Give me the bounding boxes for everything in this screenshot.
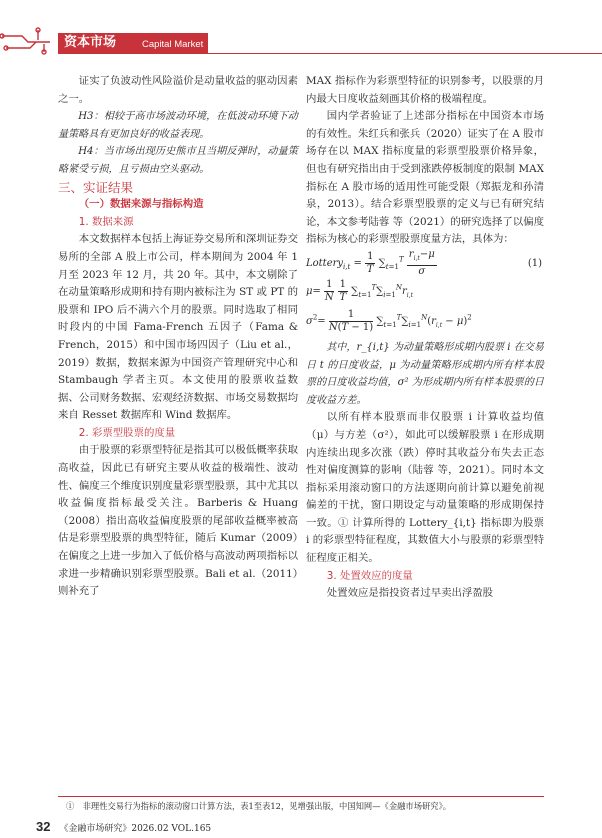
equation-number: (1) [527, 257, 542, 269]
subsection-heading: （一）数据来源与指标构造 [78, 198, 204, 211]
subsubsection-heading: 1. 数据来源 [78, 215, 134, 228]
equation-lottery: Lottery$_{i,t}$ = $\frac{1}{T}$ $\sum_{t=1}^T$ $\frac{r_{i,t}-\mu}{\sigma}$ (1) [306, 248, 542, 277]
paragraph: 本文数据样本包括上海证券交易所和深圳证券交易所的全部 A 股上市公司，样本期间为 2004 年 1 月至 2023 年 12 月，共 20 年。其中，本文剔除了在动量策略形成期和持有期内被标注为 ST 或 PT 的股票和 IPO 后不满六个月的股票。同时选取了相同时段内的中国 Fama-French 五因子（Fama & French，2015）和中国市场四因子（Liu et al.，2019）数据，数据来源为中国资产管理研究中心和 Stambaugh 学者主页。本文使用的股票收益数据、公司财务数据、宏观经济数据、市场交易数据均来自 Resset 数据库和 Wind 数据库。 [58, 233, 298, 422]
section-title: 资本市场 [64, 35, 117, 50]
section-heading: 三、实证结果 [58, 179, 134, 195]
footnote-rule [58, 796, 544, 797]
paragraph: MAX 指标作为彩票型特征的识别参考，以股票的月内最大日度收益刻画其价格的极端程度。 [306, 75, 544, 105]
footnote: ① 非理性交易行为指标的滚动窗口计算方法，表1至表12，见增强出版，中国知网—《金融市场研究》。 [66, 801, 452, 811]
subsubsection-heading: 3. 处置效应的度量 [326, 569, 413, 582]
paragraph: 证实了负波动性风险溢价是动量收益的驱动因素之一。 [58, 75, 298, 105]
left-column [58, 73, 298, 601]
equation-explanation: 其中，r_{i,t} 为动量策略形成期内股票 i 在交易日 t 的日度收益，μ 为动量策略形成期内所有样本股票的日度收益均值，σ² 为形成期内所有样本股票的日度收益方差。 [306, 341, 544, 406]
paragraph: 由于股票的彩票型特征是指其可以极低概率获取高收益，因此已有研究主要从收益的极端性、波动性、偏度三个维度识别度量彩票型股票，其中尤其以收益偏度指标最受关注。Barberis & Huang（2008）指出高收益偏度股票的尾部收益概率被高估是彩票型股票的典型特征，随后 Kumar（2009）在偏度之上进一步加入了低价格与高波动两项指标以求进一步精确识别彩票型股票。Bali et al.（2011）则补充了 [58, 444, 298, 598]
hypothesis-h3: H3：相较于高市场波动环境，在低波动环境下动量策略具有更加良好的收益表现。 [58, 111, 298, 140]
page-number: 32 [36, 819, 51, 834]
paragraph: 处置效应是指投资者过早卖出浮盈股 [326, 587, 494, 600]
subsubsection-heading: 2. 彩票型股票的度量 [78, 426, 176, 439]
header-rule [208, 53, 602, 54]
journal-name: 《金融市场研究》2026.02 VOL.165 [59, 824, 212, 834]
equation-mu: μ= $\frac{1}{N}$ $\frac{1}{T}$ $\sum_{t=1}^T\sum_{i=1}^Nr_{i,t}$ [306, 278, 414, 303]
paragraph: 国内学者验证了上述部分指标在中国资本市场的有效性。朱红兵和张兵（2020）证实了在 A 股市场存在以 MAX 指标度量的彩票型股票价格异象，但也有研究指出由于受到涨跌停板制度的限制 MAX 指标在 A 股市场的适用性可能受限（郑振龙和孙清泉，2013）。结合彩票型股票的定义与已有研究结论，本文参考陆蓉 等（2021）的研究选择了以偏度指标为核心的彩票型股票度量方法，具体为： [306, 110, 544, 246]
hypothesis-h4: H4：当市场出现历史熊市且当期反弹时，动量策略紧受亏损，且亏损由空头驱动。 [58, 146, 298, 175]
right-column [306, 73, 544, 603]
page-footer [36, 819, 211, 834]
page-header [0, 0, 602, 62]
equation-sigma: $\sigma^2=$ $\frac{1}{N(T - 1)}$ $\sum_{t=1}^T\sum_{i=1}^N(r_{i,t} - \mu)^2$ [306, 308, 472, 333]
paragraph: 以所有样本股票而非仅股票 i 计算收益均值（μ）与方差（σ²），如此可以缓解股票 i 在形成期内连续出现多次涨（跌）停时其收益分布失去正态性对偏度测算的影响（陆蓉 等，2021）。同时本文指标采用滚动窗口的方法逐期向前计算以避免前视偏差的干扰，窗口期设定与动量策略的形成期保持一致。① 计算所得的 Lottery_{i,t} 指标即为股票 i 的彩票型特征程度，其数值大小与股票的彩票型特征程度正相关。 [306, 411, 544, 565]
section-subtitle: Capital Market [142, 39, 204, 50]
